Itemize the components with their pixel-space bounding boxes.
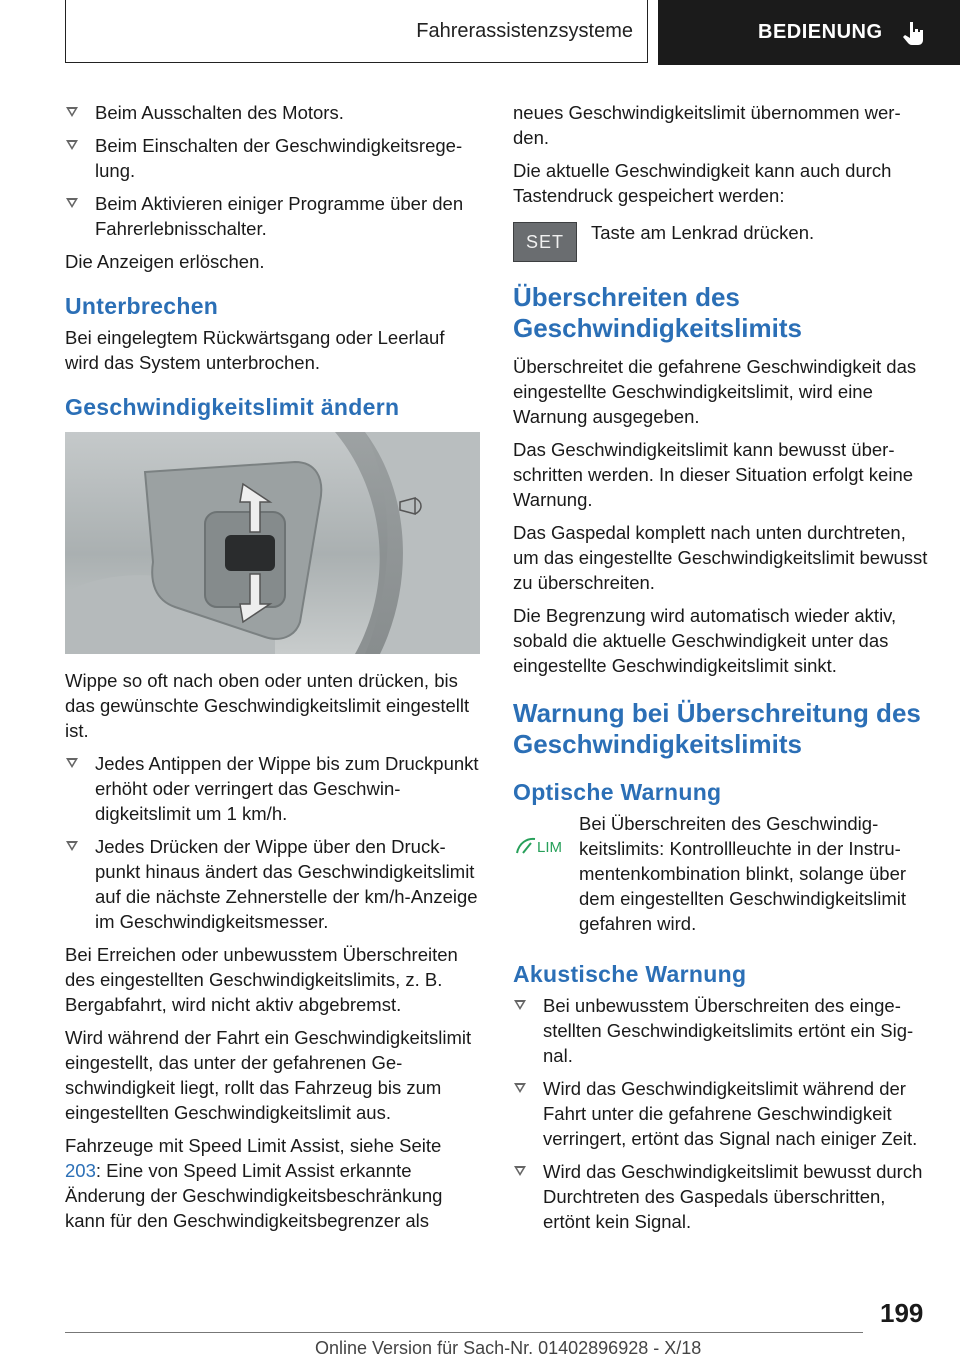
heading-ueberschreiten: Überschreiten des Geschwindigkeitslimits [513,282,802,343]
list-item-text: Wird das Geschwindigkeitslimit während der Fahrt unter die gefahrene Geschwindigkeit verringert, ertönt das Signal nach einiger Zeit. [543,1078,918,1149]
left-column [65,100,480,1241]
list-item-text: Beim Einschalten der Geschwindigkeitsregelung. [95,135,463,181]
triangle-bullet-icon [66,841,78,851]
triangle-bullet-icon [514,1000,526,1010]
header-tab [658,0,960,65]
paragraph: Bei eingelegtem Rückwärtsgang oder Leerlauf wird das System unterbrochen. [65,327,445,373]
footer-online-version: Online Version für Sach-Nr. 01402896928 - X/18 [315,1338,702,1358]
paragraph: Überschreitet die gefahrene Geschwindigkeit das eingestellte Geschwindigkeitslimit, wird eine Warnung ausgegeben. [513,356,917,427]
lim-label: LIM [537,839,563,856]
paragraph: Bei Erreichen oder unbewusstem Überschreiten des eingestellten Geschwindigkeitslimits, z. B. Bergabfahrt, wird nicht aktiv abgebremst. [65,944,458,1015]
acoustic-bullet-list [513,993,928,1234]
pointing-hand-icon [901,20,927,46]
list-item [65,191,480,241]
page-number: 199 [880,1298,924,1328]
triangle-bullet-icon [66,758,78,768]
set-button-row [513,220,928,262]
list-item-text: Wird das Geschwindigkeitslimit bewusst durch Durchtreten des Gaspedals überschritten, ertönt kein Signal. [543,1161,923,1232]
list-item-text: Jedes Antippen der Wippe bis zum Druckpunkt erhöht oder verringert das Geschwindigkeitslimit um 1 km/h. [95,753,479,824]
triangle-bullet-icon [514,1166,526,1176]
triangle-bullet-icon [66,107,78,117]
paragraph: Das Gaspedal komplett nach unten durchtreten, um das eingestellte Geschwindigkeitslimit bewusst zu überschreiten. [513,522,928,593]
list-item [65,100,480,125]
paragraph: Das Geschwindigkeitslimit kann bewusst überschritten werden. In dieser Situation erfolgt keine Warnung. [513,439,914,510]
lim-indicator-row [513,811,928,936]
paragraph: Die Begrenzung wird automatisch wieder aktiv, sobald die aktuelle Geschwindigkeit unter das eingestellte Geschwindigkeitslimit sinkt. [513,605,897,676]
paragraph: Wippe so oft nach oben oder unten drücken, bis das gewünschte Geschwindigkeitslimit eingestellt ist. [65,670,470,741]
tab-label: BEDIENUNG [758,21,883,43]
paragraph-text: Fahrzeuge mit Speed Limit Assist, siehe Seite [65,1135,442,1156]
list-item-text: Beim Ausschalten des Motors. [95,102,344,123]
footer-divider [65,1332,863,1333]
list-item [65,133,480,183]
set-button-symbol: SET [513,222,577,262]
list-item-text: Bei unbewusstem Überschreiten des eingestellten Geschwindigkeitslimits ertönt ein Signal. [543,995,914,1066]
right-column [513,100,928,1242]
triangle-bullet-icon [66,198,78,208]
list-item-text: Jedes Drücken der Wippe über den Druckpunkt hinaus ändert das Geschwindigkeitslimit auf die nächste Zehnerstelle der km/h-Anzeige im Geschwindigkeitsmesser. [95,836,478,932]
list-item [65,834,480,934]
set-button-text: Taste am Lenkrad drücken. [591,222,815,243]
section-title: Fahrerassistenzsysteme [416,19,633,42]
motor-bullet-list [65,100,480,241]
list-item [513,993,928,1068]
list-item [513,1076,928,1151]
paragraph-text: : Eine von Speed Limit Assist erkannte Änderung der Geschwindigkeitsbeschränkung kann für den Geschwindigkeitsbegrenzer als [65,1160,443,1231]
steering-wheel-illustration [65,432,480,654]
paragraph-text: Bei Überschreiten des Geschwindigkeitslimits: Kontrollleuchte in der Instrumentenkombination blinkt, solange über dem eingestellten Geschwindigkeitslimit gefahren wird. [579,813,907,934]
paragraph: Die Anzeigen erlöschen. [65,251,265,272]
list-item-text: Beim Aktivieren einiger Programme über den Fahrerlebnisschalter. [95,193,464,239]
header-section-title [65,0,648,63]
heading-unterbrechen: Unterbrechen [65,293,219,319]
heading-optische-warnung: Optische Warnung [513,779,722,805]
triangle-bullet-icon [514,1083,526,1093]
list-item [513,1159,928,1234]
list-item [65,751,480,826]
heading-akustische-warnung: Akustische Warnung [513,961,747,987]
heading-warnung: Warnung bei Überschreitung des Geschwindigkeitslimits [513,698,921,759]
paragraph: Die aktuelle Geschwindigkeit kann auch durch Tastendruck gespeichert werden: [513,160,892,206]
steering-wheel-rocker-photo [65,432,480,654]
paragraph: neues Geschwindigkeitslimit übernommen werden. [513,102,901,148]
heading-limit-aendern: Geschwindigkeitslimit ändern [65,394,400,420]
triangle-bullet-icon [66,140,78,150]
page-reference-link[interactable]: 203 [65,1160,96,1181]
paragraph: Wird während der Fahrt ein Geschwindigkeitslimit eingestellt, das unter der gefahrenen Geschwindigkeit liegt, rollt das Fahrzeug bis zum eingestellten Geschwindigkeitslimit aus. [65,1027,472,1123]
paragraph [65,1133,480,1233]
rocker-bullet-list [65,751,480,934]
